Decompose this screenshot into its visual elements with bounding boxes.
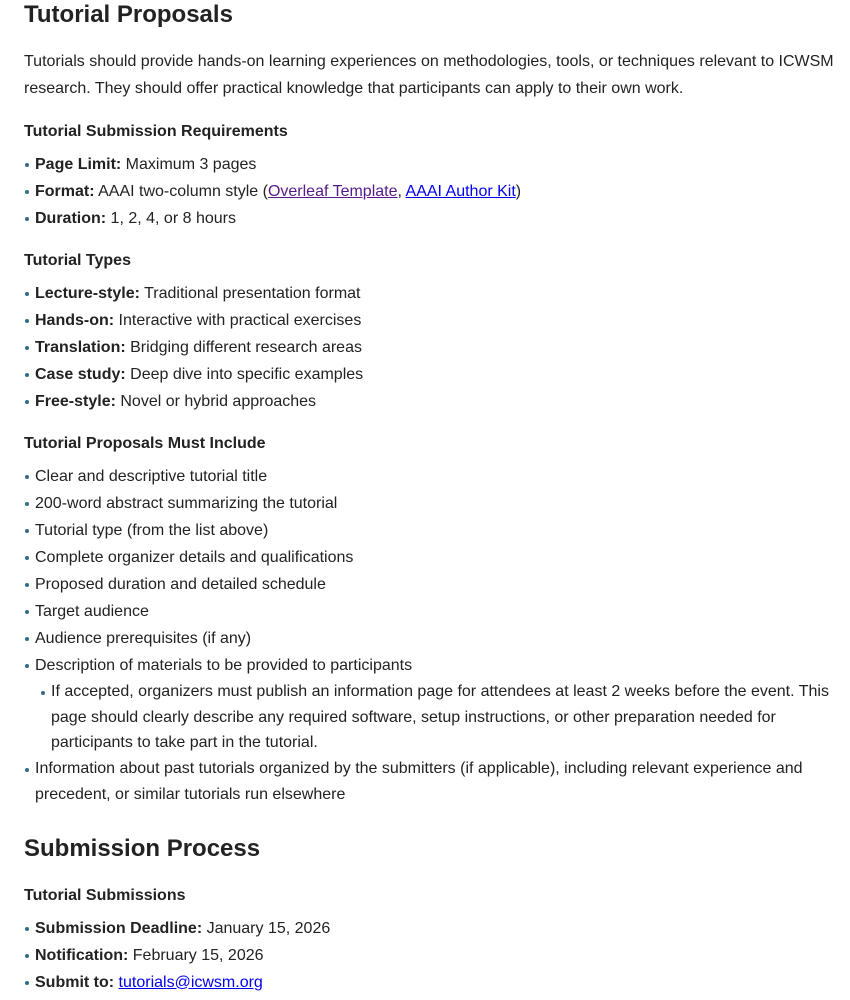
heading-submission-requirements: Tutorial Submission Requirements <box>24 123 288 140</box>
list-item: Description of materials to be provided to participants <box>24 652 846 679</box>
list-item: Clear and descriptive tutorial title <box>24 463 846 490</box>
submission-list <box>24 915 846 996</box>
value: AAAI two-column style ( <box>94 183 268 200</box>
nested-list <box>24 679 846 756</box>
paren: ) <box>515 183 522 200</box>
list-item: Proposed duration and detailed schedule <box>24 571 846 598</box>
label: Submit to: <box>35 973 115 991</box>
tutorial-types-list <box>24 280 846 415</box>
nested-list-item: If accepted, organizers must publish an information page for attendees at least 2 weeks before the event. This page should clearly describe any required software, setup instructions, or other preparation needed for participants to take part in the tutorial. <box>24 679 842 756</box>
value: January 15, 2026 <box>202 919 331 937</box>
list-item: Complete organizer details and qualifications <box>24 544 846 571</box>
must-include-list <box>24 463 846 679</box>
heading-must-include: Tutorial Proposals Must Include <box>24 435 266 452</box>
label: Notification: <box>35 946 129 964</box>
list-item-submit-to <box>24 969 846 996</box>
list-item: Tutorial type (from the list above) <box>24 517 846 544</box>
label: Translation: <box>35 339 126 356</box>
value: 1, 2, 4, or 8 hours <box>106 210 236 227</box>
list-item: 200-word abstract summarizing the tutorial <box>24 490 846 517</box>
section-title-submission-process: Submission Process <box>24 834 261 862</box>
label: Page Limit: <box>35 156 122 173</box>
heading-tutorial-submissions: Tutorial Submissions <box>24 886 186 904</box>
list-item-notification <box>24 942 846 969</box>
heading-tutorial-types: Tutorial Types <box>24 252 131 269</box>
value: February 15, 2026 <box>128 946 264 964</box>
list-item <box>24 334 846 361</box>
value: Interactive with practical exercises <box>114 312 362 329</box>
section-title-tutorial-proposals: Tutorial Proposals <box>24 1 233 28</box>
label: Free-style: <box>35 393 116 410</box>
label: Case study: <box>35 366 126 383</box>
requirements-list <box>24 151 846 232</box>
intro-paragraph: Tutorials should provide hands-on learning experiences on methodologies, tools, or techniques relevant to ICWSM research. They should offer practical knowledge that participants can apply to their own work. <box>24 53 834 97</box>
value: Bridging different research areas <box>125 339 362 356</box>
value: Deep dive into specific examples <box>125 366 364 383</box>
list-item-duration <box>24 205 846 232</box>
aaai-author-kit-link[interactable]: AAAI Author Kit <box>405 183 516 200</box>
label: Format: <box>35 183 95 200</box>
submission-email-link[interactable]: tutorials@icwsm.org <box>118 973 263 991</box>
label: Submission Deadline: <box>35 919 203 937</box>
list-item <box>24 307 846 334</box>
value: Traditional presentation format <box>139 285 361 302</box>
list-item-format <box>24 178 846 205</box>
list-item-page-limit <box>24 151 846 178</box>
label: Hands-on: <box>35 312 115 329</box>
list-item: Target audience <box>24 598 846 625</box>
must-include-list-continued <box>24 756 846 808</box>
list-item <box>24 280 846 307</box>
list-item <box>24 361 846 388</box>
overleaf-template-link[interactable]: Overleaf Template <box>267 183 398 200</box>
separator: , <box>397 183 406 200</box>
label: Duration: <box>35 210 107 227</box>
value: Maximum 3 pages <box>121 156 257 173</box>
list-item-deadline <box>24 915 846 942</box>
value: Novel or hybrid approaches <box>115 393 317 410</box>
list-item: Audience prerequisites (if any) <box>24 625 846 652</box>
label: Lecture-style: <box>35 285 140 302</box>
list-item <box>24 388 846 415</box>
list-item: Information about past tutorials organized by the submitters (if applicable), including relevant experience and precedent, or similar tutorials run elsewhere <box>24 756 836 808</box>
